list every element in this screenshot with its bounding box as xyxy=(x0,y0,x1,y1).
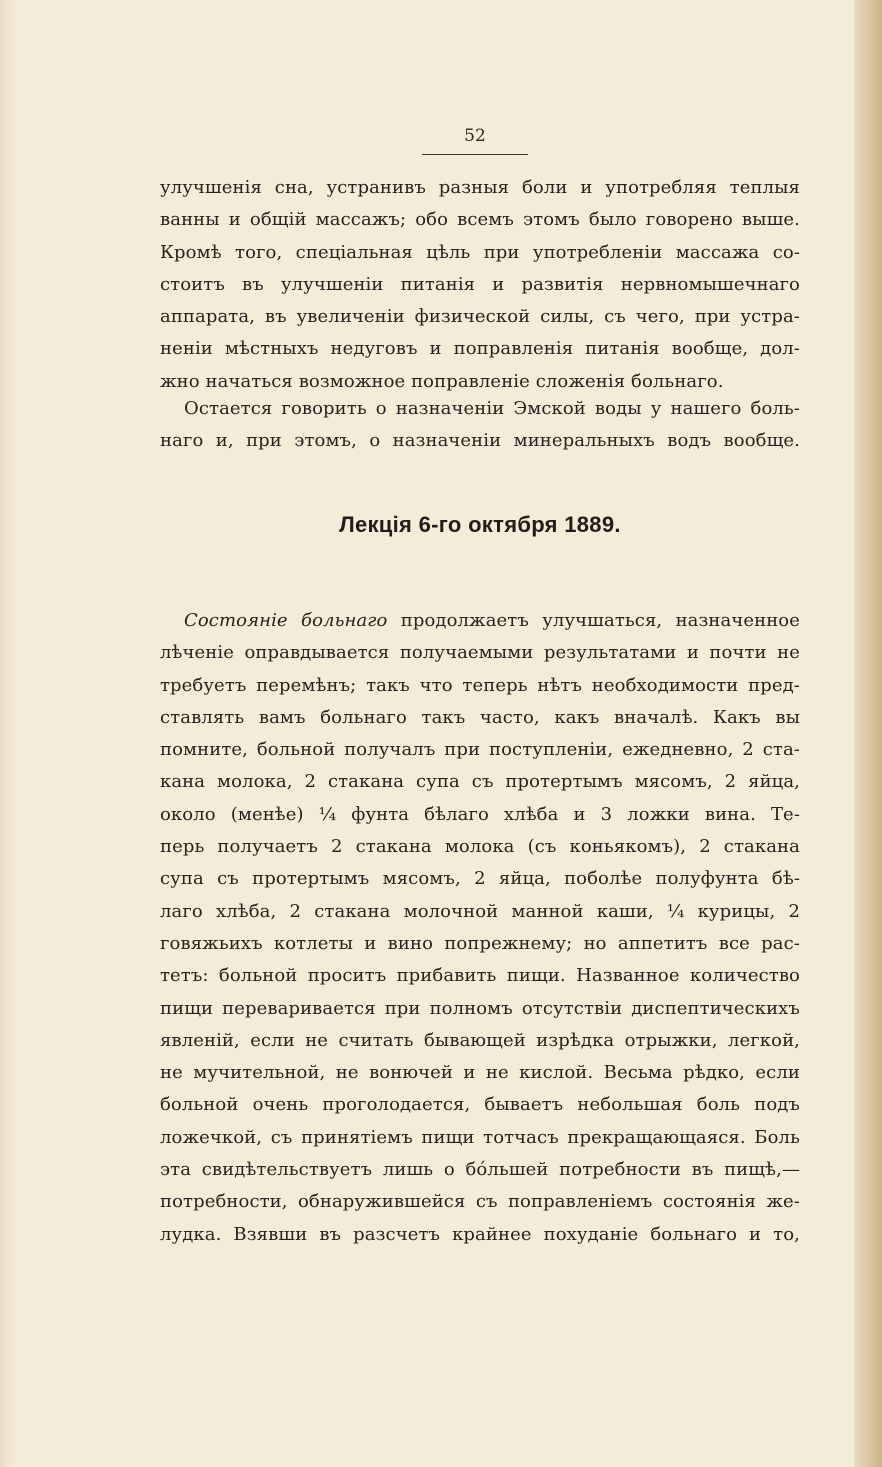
text-line: ставлять вамъ больнаго такъ часто, какъ вначалѣ. Какъ вы xyxy=(160,706,800,728)
paragraph-2 xyxy=(160,393,800,458)
lead-rest: продолжаетъ улучшаться, назначенное xyxy=(387,610,800,631)
text-line: супа съ протертымъ мясомъ, 2 яйца, поболѣе полуфунта бѣ- xyxy=(160,868,800,890)
text-line: аппарата, въ увеличеніи физической силы, съ чего, при устра- xyxy=(160,306,800,328)
text-line: явленій, если не считать бывающей изрѣдка отрыжки, легкой, xyxy=(160,1029,800,1051)
text-line: потребности, обнаружившейся съ поправленіемъ состоянія же- xyxy=(160,1191,800,1213)
page-number-rule xyxy=(422,154,528,155)
text-line: перь получаетъ 2 стакана молока (съ коньякомъ), 2 стакана xyxy=(160,836,800,858)
paragraph-3 xyxy=(160,605,800,1251)
paragraph-1 xyxy=(160,172,800,398)
text-line: больной очень проголодается, бываетъ небольшая боль подъ xyxy=(160,1094,800,1116)
lecture-heading: Лекція 6-го октября 1889. xyxy=(339,512,621,537)
text-line: не мучительной, не вонючей и не кислой. Весьма рѣдко, если xyxy=(160,1062,800,1084)
text-line: лѣченіе оправдывается получаемыми результатами и почти не xyxy=(160,642,800,664)
text-line: наго и, при этомъ, о назначеніи минеральныхъ водъ вообще. xyxy=(160,430,800,452)
page-number: 52 xyxy=(464,126,486,146)
text-line: требуетъ перемѣнъ; такъ что теперь нѣтъ необходимости пред- xyxy=(160,674,800,696)
text-line: около (менѣе) ¼ фунта бѣлаго хлѣба и 3 ложки вина. Те- xyxy=(160,803,800,825)
text-line: лаго хлѣба, 2 стакана молочной манной каши, ¼ курицы, 2 xyxy=(160,900,800,922)
text-line: помните, больной получалъ при поступленіи, ежедневно, 2 ста- xyxy=(160,739,800,761)
text-line-lead xyxy=(160,605,800,637)
text-line: тетъ: больной проситъ прибавить пищи. Названное количество xyxy=(160,965,800,987)
text-line: ложечкой, съ принятіемъ пищи тотчасъ прекращающаяся. Боль xyxy=(160,1126,800,1148)
text-line: стоитъ въ улучшеніи питанія и развитія нервномышечнаго xyxy=(160,273,800,295)
text-line: Остается говорить о назначеніи Эмской воды у нашего боль- xyxy=(184,398,800,419)
page-gutter-shadow xyxy=(0,0,14,1467)
text-line: улучшенія сна, устранивъ разныя боли и употребляя теплыя xyxy=(160,177,800,198)
text-line: Кромѣ того, спеціальная цѣль при употребленіи массажа со- xyxy=(160,241,800,263)
text-line: ванны и общій массажъ; обо всемъ этомъ было говорено выше. xyxy=(160,209,800,231)
text-line: неніи мѣстныхъ недуговъ и поправленія питанія вообще, дол- xyxy=(160,338,800,360)
italic-lead: Состояніе больнаго xyxy=(184,610,388,631)
text-line: жно начаться возможное поправленіе сложенія больнаго. xyxy=(160,370,724,392)
text-line: говяжьихъ котлеты и вино попрежнему; но аппетитъ все рас- xyxy=(160,932,800,954)
text-line: пищи переваривается при полномъ отсутствіи диспептическихъ xyxy=(160,997,800,1019)
text-line: эта свидѣтельствуетъ лишь о бóльшей потребности въ пищѣ,— xyxy=(160,1159,800,1181)
text-line: лудка. Взявши въ разсчетъ крайнее похуданіе больнаго и то, xyxy=(160,1223,800,1245)
page-edge xyxy=(854,0,882,1467)
text-line: кана молока, 2 стакана супа съ протертымъ мясомъ, 2 яйца, xyxy=(160,771,800,793)
